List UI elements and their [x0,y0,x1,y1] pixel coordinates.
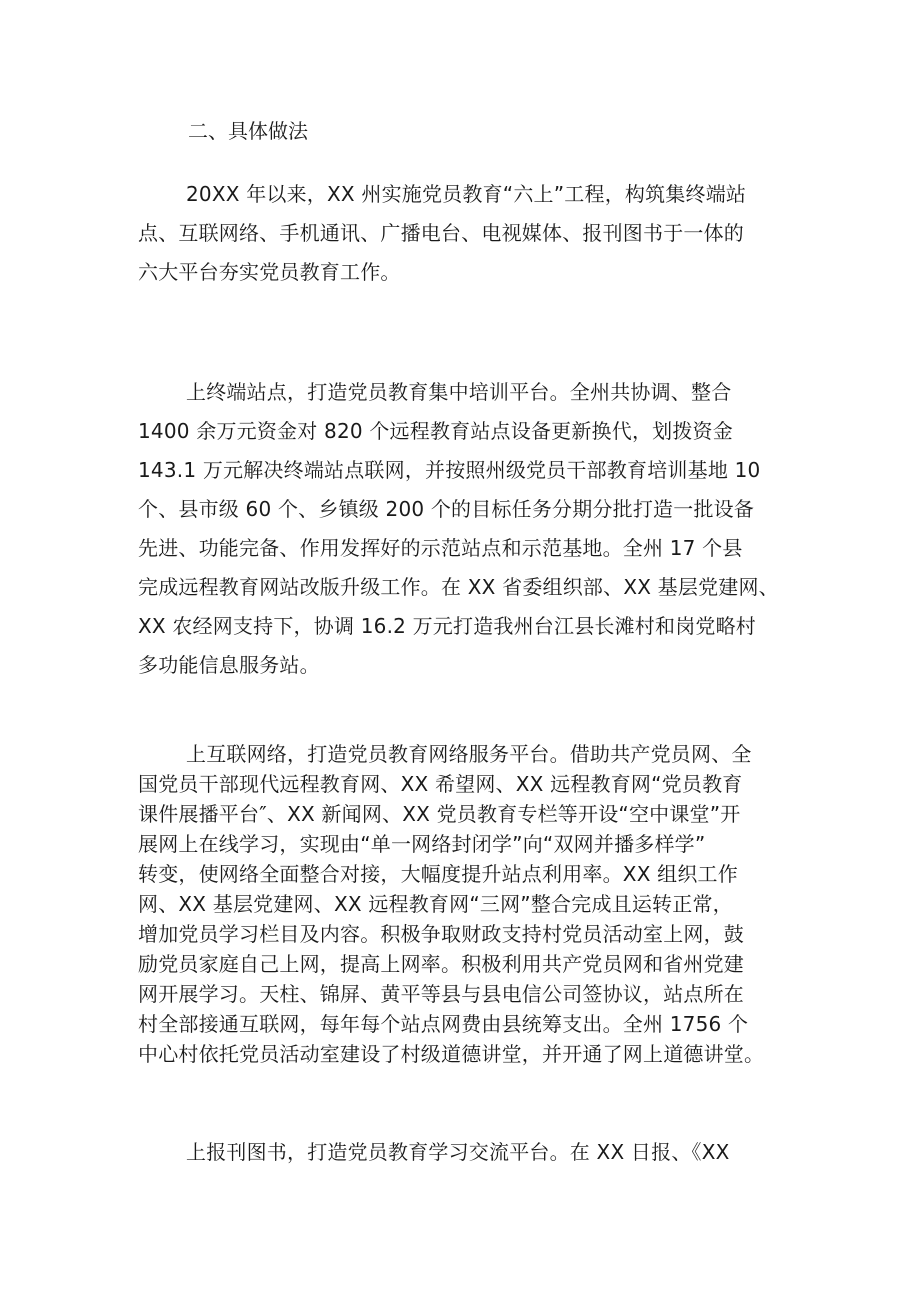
paragraph-line: 1400 余万元资金对 820 个远程教育站点设备更新换代，划拨资金 [138,419,733,443]
paragraph-line: 网开展学习。天柱、锦屏、黄平等县与县电信公司签协议，站点所在 [138,982,744,1006]
paragraph-line: 课件展播平台″、XX 新闻网、XX 党员教育专栏等开设“空中课堂”开 [138,802,741,826]
paragraph-line: 上终端站点，打造党员教育集中培训平台。全州共协调、整合 [186,380,732,404]
paragraph-line: 先进、功能完备、作用发挥好的示范站点和示范基地。全州 17 个县 [138,536,743,560]
paragraph-line: 完成远程教育网站改版升级工作。在 XX 省委组织部、XX 基层党建网、 [138,575,779,599]
paragraph-line: 143.1 万元解决终端站点联网，并按照州级党员干部教育培训基地 10 [138,458,761,482]
paragraph-line: 六大平台夯实党员教育工作。 [138,260,401,284]
paragraph-line: 点、互联网络、手机通讯、广播电台、电视媒体、报刊图书于一体的 [138,221,744,245]
paragraph-line: 网、XX 基层党建网、XX 远程教育网“三网”整合完成且运转正常， [138,892,733,916]
paragraph-line: 转变，使网络全面整合对接，大幅度提升站点利用率。XX 组织工作 [138,862,738,886]
paragraph-line: 个、县市级 60 个、乡镇级 200 个的目标任务分期分批打造一批设备 [138,497,755,521]
paragraph-internet [138,739,798,1069]
paragraph-line: 村全部接通互联网，每年每个站点网费由县统筹支出。全州 1756 个 [138,1012,749,1036]
paragraph-line: 上互联网络，打造党员教育网络服务平台。借助共产党员网、全 [186,742,752,766]
paragraph-line: 增加党员学习栏目及内容。积极争取财政支持村党员活动室上网，鼓 [138,922,744,946]
paragraph-line: 国党员干部现代远程教育网、XX 希望网、XX 远程教育网“党员教育 [138,772,743,796]
section-heading: 二、具体做法 [188,119,308,143]
paragraph-line: 励党员家庭自己上网，提高上网率。积极利用共产党员网和省州党建 [138,952,744,976]
paragraph-terminal-stations [138,373,798,685]
paragraph-line: 上报刊图书，打造党员教育学习交流平台。在 XX 日报、《XX [186,1140,730,1164]
paragraph-newspapers [138,1133,798,1172]
paragraph-line: 中心村依托党员活动室建设了村级道德讲堂，并开通了网上道德讲堂。 [138,1042,765,1066]
paragraph-line: 展网上在线学习，实现由“单一网络封闭学”向“双网并播多样学” [138,832,706,856]
paragraph-line: XX 农经网支持下，协调 16.2 万元打造我州台江县长滩村和岗党略村 [138,614,757,638]
paragraph-line: 多功能信息服务站。 [138,653,320,677]
paragraph-line: 20XX 年以来，XX 州实施党员教育“六上”工程，构筑集终端站 [186,182,747,206]
paragraph-intro [138,175,798,292]
